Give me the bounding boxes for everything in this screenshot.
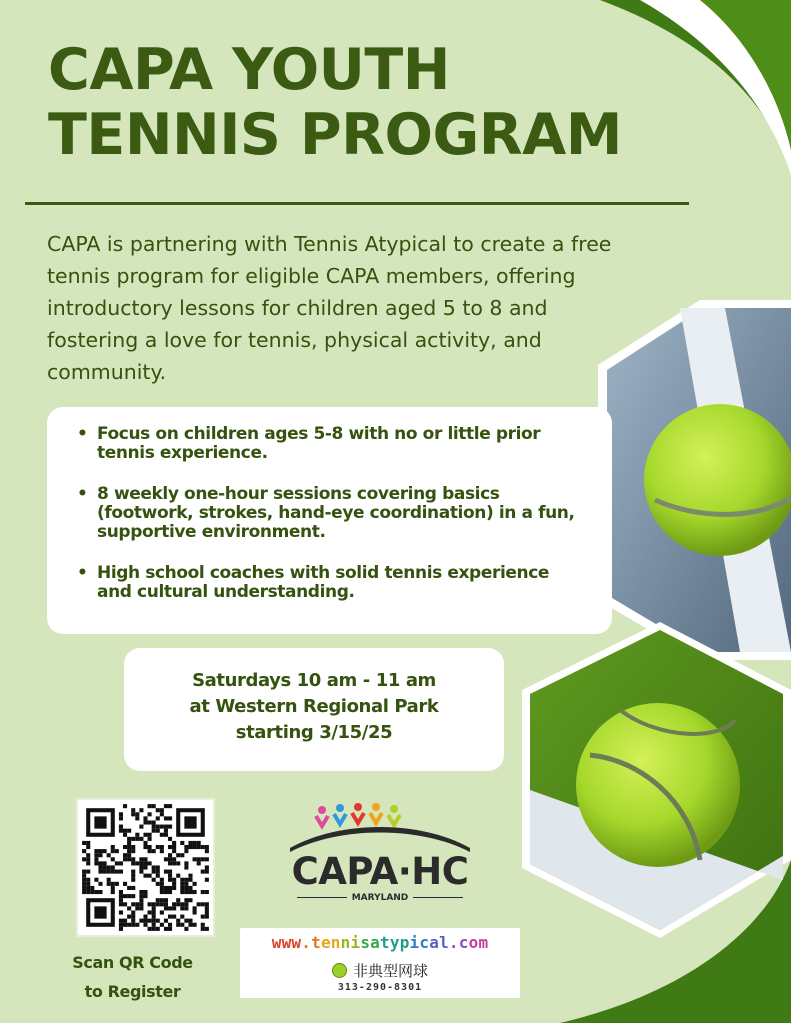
qr-caption [60,948,205,1006]
hexagon-image-top [598,300,791,660]
capa-hc-logo-subtitle: MARYLAND [280,893,480,903]
tennis-atypical-url[interactable]: www.tennisatypical.com [271,933,489,952]
tennis-ball-icon [332,963,347,978]
tennis-atypical-chinese-name [240,960,520,981]
schedule-day-time: Saturdays 10 am - 11 am [192,670,436,691]
tennis-atypical-chinese-text: 非典型网球 [352,962,428,980]
schedule-card [124,648,504,771]
tennis-atypical-card [240,928,520,998]
program-details-card [47,407,612,634]
qr-caption-line-1: Scan QR Code [72,953,193,972]
registration-qr-code[interactable] [76,798,215,937]
intro-paragraph: CAPA is partnering with Tennis Atypical to create a free tennis program for eligible CAPA members, offering introductory lessons for children aged 5 to 8 and fostering a love for tennis, physical activity, and community. [47,232,612,384]
schedule-start-date: starting 3/15/25 [235,722,393,743]
list-item: • High school coaches with solid tennis experience and cultural understanding. [97,564,577,602]
program-details-list [97,425,577,624]
page-title [48,38,688,168]
capa-hc-logo [280,800,480,910]
hexagon-image-bottom [522,622,791,938]
qr-caption-line-2: to Register [84,982,181,1001]
list-item: • Focus on children ages 5-8 with no or little prior tennis experience. [97,425,577,463]
capa-hc-logo-text: CAPA·HC [291,850,469,893]
tennis-atypical-phone: 313-290-8301 [337,982,423,993]
schedule-location: at Western Regional Park [189,696,439,717]
title-divider [25,202,689,205]
qr-code-pattern [78,800,213,935]
title-line-2: TENNIS PROGRAM [48,102,622,168]
title-line-1: CAPA YOUTH [48,37,451,103]
list-item: • 8 weekly one-hour sessions covering basics (footwork, strokes, hand-eye coordination) in a fun, supportive environment. [97,485,577,542]
